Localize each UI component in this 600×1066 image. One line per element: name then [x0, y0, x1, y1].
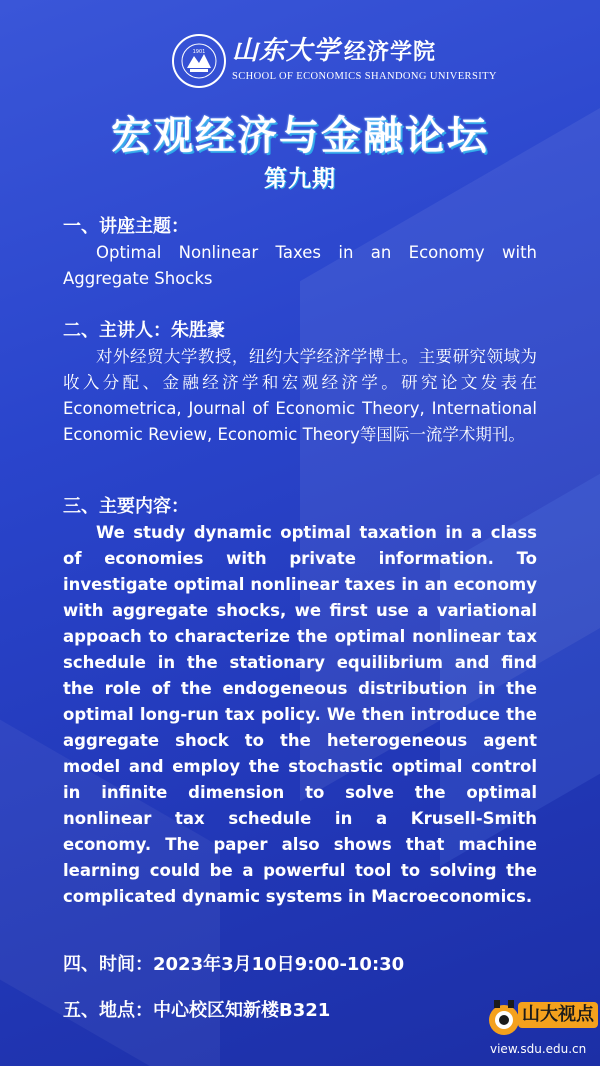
university-english-name: SCHOOL OF ECONOMICS SHANDONG UNIVERSITY	[232, 71, 497, 82]
speaker-bio: 对外经贸大学教授，纽约大学经济学博士。主要研究领域为收入分配、金融经济学和宏观经济学。研究论文发表在Econometrica, Journal of Economic Theory, International Economic Review, Economic Theory等国际一流学术期刊。	[63, 347, 537, 444]
time-text: 四、时间：2023年3月10日9:00-10:30	[63, 954, 405, 975]
content-abstract: We study dynamic optimal taxation in a class of economies with private information. To investigate optimal nonlinear taxes in an economy with aggregate shocks, we first use a variational appoach to characterize the optimal nonlinear tax schedule in the stationary equilibrium and find the role of the endogeneous distribution in the optimal long-run tax policy. We then introduce the aggregate shock to the heterogeneous agent model and employ the stochastic optimal control in infinite dimension to solve the optimal nonlinear tax schedule in a Krusell-Smith economy. The paper also shows that machine learning could be a powerful tool to solving the complicated dynamic systems in Macroeconomics.	[63, 523, 537, 906]
header	[0, 28, 600, 98]
issue-number: 第九期	[264, 166, 336, 192]
university-name-text: 山东大学	[232, 36, 341, 66]
section-time	[63, 952, 537, 978]
topic-text: Optimal Nonlinear Taxes in an Economy with Aggregate Shocks	[63, 243, 537, 288]
content-heading: 三、主要内容：	[63, 496, 189, 517]
forum-title: 宏观经济与金融论坛	[111, 113, 489, 159]
venue-text: 五、地点：中心校区知新楼B321	[63, 1000, 331, 1021]
university-seal-icon	[172, 34, 226, 88]
watermark-logo	[482, 998, 594, 1062]
seal-year: 1901	[192, 49, 206, 55]
topic-heading: 一、讲座主题：	[63, 216, 189, 237]
watermark-brand: 山大视点	[518, 1002, 598, 1028]
section-speaker	[63, 318, 537, 448]
section-content	[63, 494, 537, 910]
university-name	[232, 30, 436, 67]
section-topic	[63, 214, 537, 292]
section-venue	[63, 998, 537, 1024]
department-name: 经济学院	[344, 39, 437, 65]
speaker-heading: 二、主讲人：朱胜豪	[63, 320, 225, 341]
watermark-url: view.sdu.edu.cn	[490, 1042, 587, 1056]
